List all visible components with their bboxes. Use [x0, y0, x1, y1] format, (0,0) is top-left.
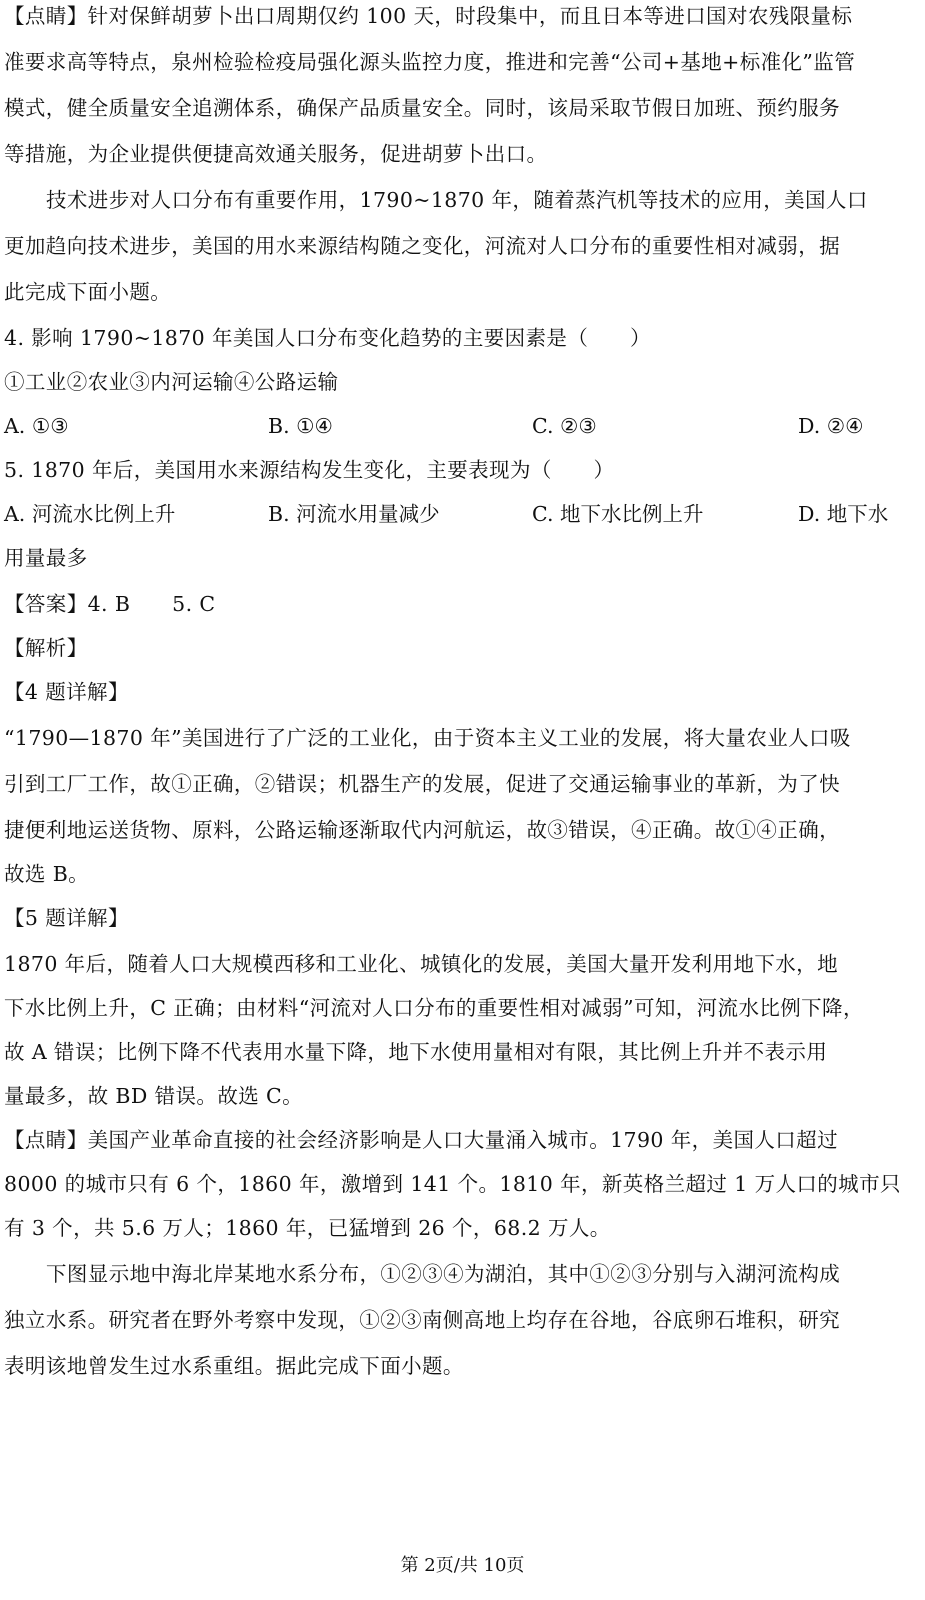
- answer-line: 【答案】4. B 5. C: [4, 592, 216, 616]
- intro2-line-2: 独立水系。研究者在野外考察中发现，①②③南侧高地上均存在谷地，谷底卵石堆积，研究: [4, 1308, 840, 1332]
- detail-4-line-3: 捷便利地运送货物、原料，公路运输逐渐取代内河航运，故③错误，④正确。故①④正确，: [4, 818, 840, 842]
- tip2-line-2: 8000 的城市只有 6 个，1860 年，激增到 141 个。1810 年，新英格兰超过 1 万人口的城市只: [4, 1172, 901, 1196]
- tip1-line-3: 模式，健全质量安全追溯体系，确保产品质量安全。同时，该局采取节假日加班、预约服务: [4, 96, 840, 120]
- question-5-option-a: A. 河流水比例上升: [4, 502, 176, 526]
- tip1-line-2: 准要求高等特点，泉州检验检疫局强化源头监控力度，推进和完善“公司+基地+标准化”监管: [4, 50, 856, 74]
- detail-5-label: 【5 题详解】: [4, 906, 129, 930]
- detail-4-label: 【4 题详解】: [4, 680, 129, 704]
- detail-5-line-1: 1870 年后，随着人口大规模西移和工业化、城镇化的发展，美国大量开发利用地下水，地: [4, 952, 838, 976]
- detail-5-line-2: 下水比例上升，C 正确；由材料“河流对人口分布的重要性相对减弱”可知，河流水比例下降，: [4, 996, 864, 1020]
- intro-line-1: 技术进步对人口分布有重要作用，1790~1870 年，随着蒸汽机等技术的应用，美国人口: [46, 188, 868, 212]
- intro-line-3: 此完成下面小题。: [4, 280, 172, 304]
- page-footer: 第 2页/共 10页: [400, 1555, 525, 1576]
- detail-4-line-1: “1790—1870 年”美国进行了广泛的工业化，由于资本主义工业的发展，将大量农业人口吸: [4, 726, 851, 750]
- question-4-option-c: C. ②③: [532, 414, 597, 438]
- intro2-line-1: 下图显示地中海北岸某地水系分布，①②③④为湖泊，其中①②③分别与入湖河流构成: [46, 1262, 841, 1286]
- tip2-line-3: 有 3 个，共 5.6 万人；1860 年，已猛增到 26 个，68.2 万人。: [4, 1216, 611, 1240]
- intro-line-2: 更加趋向技术进步，美国的用水来源结构随之变化，河流对人口分布的重要性相对减弱，据: [4, 234, 840, 258]
- tip1-line-1: 【点睛】针对保鲜胡萝卜出口周期仅约 100 天，时段集中，而且日本等进口国对农残限量标: [4, 4, 853, 28]
- detail-4-line-2: 引到工厂工作，故①正确，②错误；机器生产的发展，促进了交通运输事业的革新，为了快: [4, 772, 840, 796]
- question-4-option-a: A. ①③: [4, 414, 69, 438]
- question-5-option-d-cont: 用量最多: [4, 546, 88, 570]
- question-4-option-b: B. ①④: [268, 414, 333, 438]
- tip2-line-1: 【点睛】美国产业革命直接的社会经济影响是人口大量涌入城市。1790 年，美国人口超过: [4, 1128, 838, 1152]
- intro2-line-3: 表明该地曾发生过水系重组。据此完成下面小题。: [4, 1354, 464, 1378]
- question-5-option-c: C. 地下水比例上升: [532, 502, 704, 526]
- detail-5-line-3: 故 A 错误；比例下降不代表用水量下降，地下水使用量相对有限，其比例上升并不表示用: [4, 1040, 828, 1064]
- question-5-option-b: B. 河流水用量减少: [268, 502, 440, 526]
- detail-4-line-4: 故选 B。: [4, 862, 90, 886]
- question-5-stem: 5. 1870 年后，美国用水来源结构发生变化，主要表现为（ ）: [4, 458, 615, 482]
- tip1-line-4: 等措施，为企业提供便捷高效通关服务，促进胡萝卜出口。: [4, 142, 548, 166]
- question-5-option-d: D. 地下水: [798, 502, 889, 526]
- question-4-stem: 4. 影响 1790~1870 年美国人口分布变化趋势的主要因素是（ ）: [4, 326, 651, 350]
- question-4-items: ①工业②农业③内河运输④公路运输: [4, 370, 339, 394]
- detail-5-line-4: 量最多，故 BD 错误。故选 C。: [4, 1084, 304, 1108]
- question-4-option-d: D. ②④: [798, 414, 864, 438]
- analysis-label: 【解析】: [4, 636, 88, 660]
